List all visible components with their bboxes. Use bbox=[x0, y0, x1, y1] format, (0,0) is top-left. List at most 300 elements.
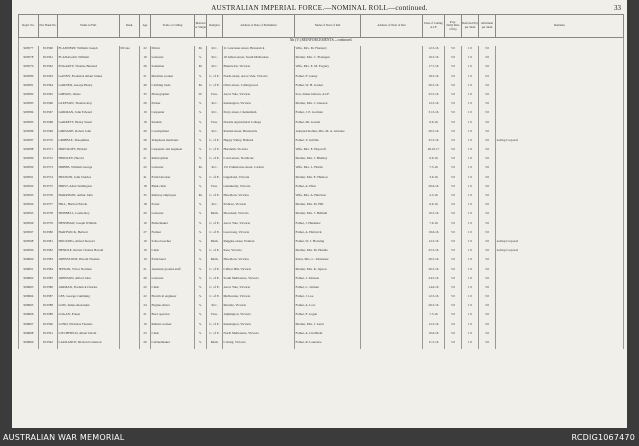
age: 26 bbox=[140, 64, 151, 73]
table-row bbox=[19, 92, 624, 101]
age: 27 bbox=[140, 230, 151, 239]
rank bbox=[120, 129, 140, 138]
address: 151 Palmerston-street, Carlton bbox=[223, 165, 295, 174]
trade: Salesman bbox=[151, 64, 195, 73]
marital-status: S. bbox=[195, 202, 207, 211]
age: 19 bbox=[140, 110, 151, 119]
bank-number: 813573 bbox=[39, 165, 58, 174]
allotment: 3 0 bbox=[479, 211, 496, 220]
soldier-name: JEPSON, Victor Norman bbox=[58, 267, 120, 276]
nominal-roll-table bbox=[18, 14, 624, 349]
table-row bbox=[19, 129, 624, 138]
regimental-number: 909593 bbox=[19, 193, 39, 202]
religion: C. of E. bbox=[207, 83, 223, 92]
remarks bbox=[496, 331, 624, 340]
regimental-number: 909592 bbox=[19, 184, 39, 193]
date-joined: 26.5.16 bbox=[423, 303, 445, 312]
next-of-kin: Father, Mr. Garrett bbox=[295, 120, 361, 129]
religion: C. of E. bbox=[207, 138, 223, 147]
rank bbox=[120, 83, 140, 92]
trade: Railwayman bbox=[151, 156, 195, 165]
next-of-kin-address bbox=[361, 322, 423, 331]
next-of-kin: Father, J. E. Gorman bbox=[295, 110, 361, 119]
remarks bbox=[496, 193, 624, 202]
date-joined: 20.5.16 bbox=[423, 129, 445, 138]
column-header: Remarks bbox=[496, 15, 624, 38]
trade: Cabinetmaker bbox=[151, 340, 195, 349]
marital-status: S. bbox=[195, 74, 207, 83]
deferred-pay: 1 0 bbox=[462, 257, 479, 266]
remarks bbox=[496, 92, 624, 101]
remarks bbox=[496, 276, 624, 285]
deferred-pay: 1 0 bbox=[462, 138, 479, 147]
soldier-name: HILL, Herbert Edwin bbox=[58, 202, 120, 211]
table-row bbox=[19, 83, 624, 92]
address: Ruggles-street, Prahran bbox=[223, 239, 295, 248]
rank bbox=[120, 248, 140, 257]
next-of-kin: Father, R. Laurance bbox=[295, 340, 361, 349]
soldier-name: LEE, George Cumming bbox=[58, 294, 120, 303]
trade: Electrical engineer bbox=[151, 294, 195, 303]
age: 22 bbox=[140, 285, 151, 294]
address: Mernda, Victoria bbox=[223, 303, 295, 312]
table-row bbox=[19, 322, 624, 331]
regimental-number: 909599 bbox=[19, 248, 39, 257]
religion: C. of E. bbox=[207, 331, 223, 340]
bank-number: 813588 bbox=[39, 303, 58, 312]
rank bbox=[120, 285, 140, 294]
marital-status: S. bbox=[195, 184, 207, 193]
bank-number: 813581 bbox=[39, 239, 58, 248]
soldier-name: LAURANCE, Richard Cameron bbox=[58, 340, 120, 349]
age: 19 bbox=[140, 221, 151, 230]
regimental-number: 909609 bbox=[19, 340, 39, 349]
next-of-kin-address bbox=[361, 211, 423, 220]
remarks bbox=[496, 175, 624, 184]
religion: C. of E. bbox=[207, 156, 223, 165]
next-of-kin: Father, A. Hartwick bbox=[295, 230, 361, 239]
next-of-kin-address bbox=[361, 221, 423, 230]
remarks: Acting Corporal bbox=[496, 239, 624, 248]
next-of-kin: Mother, Mrs. J. Hubbell bbox=[295, 211, 361, 220]
trade: Driver bbox=[151, 46, 195, 55]
trade: Clothing trade bbox=[151, 83, 195, 92]
next-of-kin: Son, James Gibson, A.I.F. bbox=[295, 92, 361, 101]
age: 22 bbox=[140, 165, 151, 174]
remarks bbox=[496, 230, 624, 239]
regimental-number: 909602 bbox=[19, 276, 39, 285]
table-row bbox=[19, 110, 624, 119]
religion: R.C. bbox=[207, 55, 223, 64]
remarks bbox=[496, 46, 624, 55]
address: Coburg, Victoria bbox=[223, 340, 295, 349]
column-header: Religion bbox=[207, 15, 223, 38]
marital-status: S. bbox=[195, 211, 207, 220]
address: Olive-street, Collingwood bbox=[223, 83, 295, 92]
date-joined: 26.10.17 bbox=[423, 147, 445, 156]
regimental-number: 909589 bbox=[19, 156, 39, 165]
regimental-number: 909597 bbox=[19, 230, 39, 239]
regimental-number: 909580 bbox=[19, 74, 39, 83]
regimental-number: 909598 bbox=[19, 239, 39, 248]
marital-status: S. bbox=[195, 138, 207, 147]
religion: Meth. bbox=[207, 211, 223, 220]
next-of-kin-address bbox=[361, 331, 423, 340]
bank-number: 813578 bbox=[39, 211, 58, 220]
deferred-pay: 1 0 bbox=[462, 303, 479, 312]
allotment: 3 0 bbox=[479, 331, 496, 340]
religion: Pres. bbox=[207, 120, 223, 129]
next-of-kin-address bbox=[361, 64, 423, 73]
soldier-name: HUDSON, John Charles bbox=[58, 175, 120, 184]
soldier-name: GIRNANE, Robert John bbox=[58, 129, 120, 138]
address: Kensington, Victoria bbox=[223, 101, 295, 110]
marital-status: M. bbox=[195, 83, 207, 92]
allotment: 3 0 bbox=[479, 248, 496, 257]
date-joined: 10.5.16 bbox=[423, 211, 445, 220]
age: 41 bbox=[140, 175, 151, 184]
allotment: 3 0 bbox=[479, 340, 496, 349]
next-of-kin: Wife, Mrs. A. Harrison bbox=[295, 193, 361, 202]
rank bbox=[120, 55, 140, 64]
daily-pay: 5 0 bbox=[445, 83, 462, 92]
address: Hawthorn, Victoria bbox=[223, 257, 295, 266]
rank bbox=[120, 193, 140, 202]
bank-number: 813572 bbox=[39, 156, 58, 165]
age: 19 bbox=[140, 55, 151, 64]
marital-status: S. bbox=[195, 312, 207, 321]
religion: C. of E. bbox=[207, 74, 223, 83]
column-header: Trade or Calling bbox=[151, 15, 195, 38]
deferred-pay: 1 0 bbox=[462, 147, 479, 156]
trade: Coachpainter bbox=[151, 129, 195, 138]
regimental-number: 909578 bbox=[19, 55, 39, 64]
next-of-kin-address bbox=[361, 74, 423, 83]
religion: R.C. bbox=[207, 303, 223, 312]
religion: R.C. bbox=[207, 46, 223, 55]
allotment: 3 0 bbox=[479, 184, 496, 193]
date-joined: 12.5.16 bbox=[423, 46, 445, 55]
column-header: Allotment per diem bbox=[479, 15, 496, 38]
daily-pay: 5 0 bbox=[445, 267, 462, 276]
remarks: Acting Corporal bbox=[496, 138, 624, 147]
regimental-number: 909600 bbox=[19, 257, 39, 266]
address: Glenhuntly, Victoria bbox=[223, 184, 295, 193]
daily-pay: 5 0 bbox=[445, 184, 462, 193]
religion: C. of E. bbox=[207, 147, 223, 156]
next-of-kin: Mother, Mrs. M. Hill bbox=[295, 202, 361, 211]
regimental-number: 909591 bbox=[19, 175, 39, 184]
marital-status: S. bbox=[195, 294, 207, 303]
address: Kew, Victoria bbox=[223, 248, 295, 257]
regimental-number: 909596 bbox=[19, 221, 39, 230]
daily-pay: 5 0 bbox=[445, 120, 462, 129]
regimental-number: 909582 bbox=[19, 92, 39, 101]
next-of-kin: Adopted mother, Mrs. M. A. Girnane bbox=[295, 129, 361, 138]
date-joined: 31.5.16 bbox=[423, 110, 445, 119]
soldier-name: HIRST, Allan Wallington bbox=[58, 184, 120, 193]
next-of-kin-address bbox=[361, 193, 423, 202]
address: Gippsland, Victoria bbox=[223, 175, 295, 184]
daily-pay: 5 0 bbox=[445, 129, 462, 138]
bank-number: 813562 bbox=[39, 64, 58, 73]
bank-number: 813561 bbox=[39, 55, 58, 64]
deferred-pay: 1 0 bbox=[462, 110, 479, 119]
deferred-pay: 1 0 bbox=[462, 120, 479, 129]
remarks bbox=[496, 74, 624, 83]
date-joined: 19.6.16 bbox=[423, 230, 445, 239]
pay-group-header: Pay. bbox=[450, 19, 456, 24]
bank-number: 813565 bbox=[39, 92, 58, 101]
remarks bbox=[496, 110, 624, 119]
rank bbox=[120, 138, 140, 147]
rank bbox=[120, 322, 140, 331]
daily-pay-header: Daily Rate of Pay bbox=[446, 23, 460, 31]
table-row bbox=[19, 184, 624, 193]
deferred-pay: 1 0 bbox=[462, 92, 479, 101]
allotment: 3 0 bbox=[479, 92, 496, 101]
regimental-number: 909577 bbox=[19, 46, 39, 55]
allotment: 3 0 bbox=[479, 110, 496, 119]
column-header bbox=[445, 15, 462, 38]
allotment: 3 0 bbox=[479, 156, 496, 165]
religion: C. of E. bbox=[207, 322, 223, 331]
footer-record-id: RCDIG1067470 bbox=[571, 433, 635, 442]
rank bbox=[120, 92, 140, 101]
soldier-name: HARRISON, Arthur John bbox=[58, 193, 120, 202]
bank-number: 813580 bbox=[39, 230, 58, 239]
daily-pay: 5 0 bbox=[445, 340, 462, 349]
next-of-kin-address bbox=[361, 101, 423, 110]
regimental-number: 909584 bbox=[19, 110, 39, 119]
remarks bbox=[496, 340, 624, 349]
soldier-name: FLANAGAN, William bbox=[58, 55, 120, 64]
next-of-kin-address bbox=[361, 267, 423, 276]
daily-pay: 5 0 bbox=[445, 239, 462, 248]
bank-number: 813592 bbox=[39, 340, 58, 349]
remarks bbox=[496, 156, 624, 165]
daily-pay: 5 0 bbox=[445, 322, 462, 331]
soldier-name: HENSHAW, Joseph William bbox=[58, 221, 120, 230]
regimental-number: 909594 bbox=[19, 202, 39, 211]
age: 35 bbox=[140, 193, 151, 202]
allotment: 3 0 bbox=[479, 175, 496, 184]
bank-number: 813574 bbox=[39, 175, 58, 184]
table-row bbox=[19, 147, 624, 156]
rank bbox=[120, 221, 140, 230]
trade: Farm labourer bbox=[151, 175, 195, 184]
marital-status: S. bbox=[195, 175, 207, 184]
age: 18 bbox=[140, 202, 151, 211]
daily-pay: 5 0 bbox=[445, 110, 462, 119]
regimental-number: 909606 bbox=[19, 312, 39, 321]
next-of-kin: Mother, Mrs. C. Flanagan bbox=[295, 55, 361, 64]
daily-pay: 5 0 bbox=[445, 175, 462, 184]
address: Brunswick, Victoria bbox=[223, 64, 295, 73]
table-row bbox=[19, 303, 624, 312]
daily-pay: 5 0 bbox=[445, 221, 462, 230]
rank bbox=[120, 267, 140, 276]
daily-pay: 5 0 bbox=[445, 331, 462, 340]
religion: Meth. bbox=[207, 340, 223, 349]
trade: Carpenter bbox=[151, 110, 195, 119]
deferred-pay: 1 0 bbox=[462, 184, 479, 193]
table-row bbox=[19, 165, 624, 174]
remarks bbox=[496, 83, 624, 92]
date-joined: 24.5.16 bbox=[423, 276, 445, 285]
marital-status: S. bbox=[195, 248, 207, 257]
bank-number: 813579 bbox=[39, 221, 58, 230]
soldier-name: LUND, Nicholas Thomas bbox=[58, 322, 120, 331]
next-of-kin: Wife, Mrs. M. Flannery bbox=[295, 46, 361, 55]
deferred-pay: 1 0 bbox=[462, 83, 479, 92]
remarks bbox=[496, 101, 624, 110]
age: 40 bbox=[140, 83, 151, 92]
daily-pay: 5 0 bbox=[445, 294, 462, 303]
age: 19 bbox=[140, 257, 151, 266]
date-joined: 20.5.16 bbox=[423, 83, 445, 92]
next-of-kin: Father, A. Litchfield bbox=[295, 331, 361, 340]
trade: Labourer bbox=[151, 55, 195, 64]
religion: C. of E. bbox=[207, 248, 223, 257]
column-header: Deferred Pay per diem bbox=[462, 15, 479, 38]
soldier-name: GRIBBLE, Theophilus bbox=[58, 138, 120, 147]
deferred-pay: 1 0 bbox=[462, 331, 479, 340]
trade: Porter bbox=[151, 202, 195, 211]
bank-number: 813585 bbox=[39, 276, 58, 285]
table-row bbox=[19, 248, 624, 257]
religion: C. of E. bbox=[207, 276, 223, 285]
marital-status: S. bbox=[195, 276, 207, 285]
daily-pay: 5 0 bbox=[445, 55, 462, 64]
daily-pay: 5 0 bbox=[445, 147, 462, 156]
rank bbox=[120, 294, 140, 303]
age: 29 bbox=[140, 101, 151, 110]
address: South Melbourne, Victoria bbox=[223, 276, 295, 285]
table-row bbox=[19, 74, 624, 83]
remarks bbox=[496, 294, 624, 303]
remarks bbox=[496, 322, 624, 331]
next-of-kin-address bbox=[361, 285, 423, 294]
address: Melbourne, Victoria bbox=[223, 294, 295, 303]
religion: C. of E. bbox=[207, 285, 223, 294]
religion: Meth. bbox=[207, 257, 223, 266]
rank bbox=[120, 101, 140, 110]
address: Perry-street, Cheltenham bbox=[223, 110, 295, 119]
allotment: 3 0 bbox=[479, 46, 496, 55]
bank-number: 813569 bbox=[39, 129, 58, 138]
roll-page bbox=[12, 0, 627, 428]
age: 21 bbox=[140, 74, 151, 83]
regimental-number: 909604 bbox=[19, 294, 39, 303]
daily-pay: 5 0 bbox=[445, 74, 462, 83]
address: Ascot Vale, Victoria bbox=[223, 285, 295, 294]
regimental-number: 909588 bbox=[19, 147, 39, 156]
bank-number: 813587 bbox=[39, 294, 58, 303]
trade: Machine worker bbox=[151, 74, 195, 83]
marital-status: S. bbox=[195, 147, 207, 156]
column-header: Address at Date of Enlistment bbox=[223, 15, 295, 38]
allotment: 3 0 bbox=[479, 129, 496, 138]
next-of-kin-address bbox=[361, 303, 423, 312]
marital-status: W. bbox=[195, 92, 207, 101]
page-header: AUSTRALIAN IMPERIAL FORCE.—NOMINAL ROLL—continued. bbox=[211, 4, 428, 12]
next-of-kin-address bbox=[361, 175, 423, 184]
trade: Packer bbox=[151, 101, 195, 110]
regimental-number: 909581 bbox=[19, 83, 39, 92]
next-of-kin: Father, J. Lee bbox=[295, 294, 361, 303]
date-joined: 12.5.16 bbox=[423, 322, 445, 331]
marital-status: S. bbox=[195, 239, 207, 248]
address: Goornong, Victoria bbox=[223, 230, 295, 239]
marital-status: S. bbox=[195, 285, 207, 294]
daily-pay: 5 0 bbox=[445, 64, 462, 73]
allotment: 3 0 bbox=[479, 64, 496, 73]
deferred-pay: 1 0 bbox=[462, 211, 479, 220]
bank-number: 813584 bbox=[39, 267, 58, 276]
deferred-pay: 1 0 bbox=[462, 165, 479, 174]
soldier-name: HOPCROFT, Herbert bbox=[58, 147, 120, 156]
date-joined: 11.5.16 bbox=[423, 340, 445, 349]
table-row bbox=[19, 64, 624, 73]
trade: Clerk bbox=[151, 331, 195, 340]
date-joined: 6.6.16 bbox=[423, 120, 445, 129]
soldier-name: GORMAN, John Edward bbox=[58, 110, 120, 119]
marital-status: M. bbox=[195, 165, 207, 174]
address: Ascot Vale, Victoria bbox=[223, 221, 295, 230]
allotment: 3 0 bbox=[479, 322, 496, 331]
marital-status: S. bbox=[195, 156, 207, 165]
rank bbox=[120, 64, 140, 73]
trade: Assistant ground-staff bbox=[151, 267, 195, 276]
deferred-pay: 1 0 bbox=[462, 64, 479, 73]
trade: Engine-driver bbox=[151, 303, 195, 312]
marital-status: S. bbox=[195, 221, 207, 230]
daily-pay: 5 0 bbox=[445, 46, 462, 55]
age: 22 bbox=[140, 294, 151, 303]
regimental-number: 909590 bbox=[19, 165, 39, 174]
soldier-name: GIBSON, James bbox=[58, 92, 120, 101]
bank-number: 813590 bbox=[39, 322, 58, 331]
deferred-pay: 1 0 bbox=[462, 312, 479, 321]
trade: Telephone mechanic bbox=[151, 138, 195, 147]
date-joined: 20.5.16 bbox=[423, 267, 445, 276]
religion: R.C. bbox=[207, 101, 223, 110]
table-row bbox=[19, 239, 624, 248]
rank bbox=[120, 165, 140, 174]
address: North-street, Ascot Vale, Victoria bbox=[223, 74, 295, 83]
marital-status: S. bbox=[195, 120, 207, 129]
allotment: 3 0 bbox=[479, 147, 496, 156]
religion: R.C. bbox=[207, 202, 223, 211]
next-of-kin: Father, W. J. Hocking bbox=[295, 239, 361, 248]
daily-pay: 5 0 bbox=[445, 248, 462, 257]
religion: C. of E. bbox=[207, 230, 223, 239]
next-of-kin: Mother, Mrs. J. Lund bbox=[295, 322, 361, 331]
daily-pay: 5 0 bbox=[445, 138, 462, 147]
next-of-kin-address bbox=[361, 239, 423, 248]
remarks bbox=[496, 184, 624, 193]
table-row bbox=[19, 211, 624, 220]
column-header: Nat. Bank No. bbox=[39, 15, 58, 38]
religion: C. of E. bbox=[207, 294, 223, 303]
allotment: 3 0 bbox=[479, 101, 496, 110]
allotment: 3 0 bbox=[479, 138, 496, 147]
religion: R.C. bbox=[207, 129, 223, 138]
marital-status: S. bbox=[195, 331, 207, 340]
next-of-kin-address bbox=[361, 257, 423, 266]
marital-status: S. bbox=[195, 101, 207, 110]
